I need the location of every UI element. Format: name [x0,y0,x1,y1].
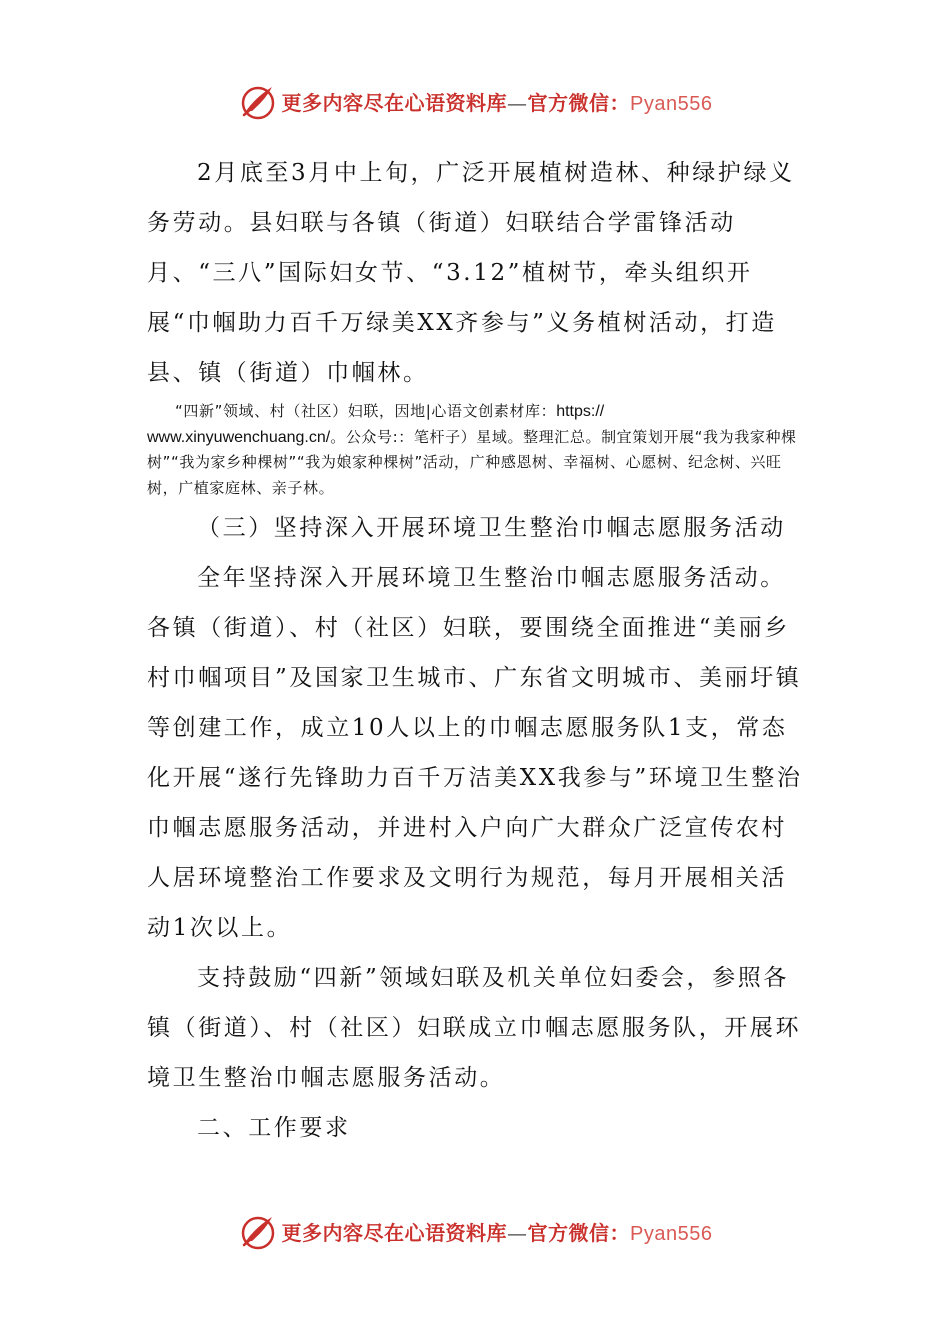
small-note-text-a: “四新”领域、村（社区）妇联，因地|心语文创素材库： [175,402,557,420]
paragraph-environment: 全年坚持深入开展环境卫生整治巾帼志愿服务活动。各镇（街道）、村（社区）妇联，要围绕全面推进“美丽乡村巾帼项目”及国家卫生城市、广东省文明城市、美丽圩镇等创建工作，成立10人以上的巾帼志愿服务队1支，常态化开展“遂行先锋助力百千万洁美XX我参与”环境卫生整治巾帼志愿服务活动，并进村入户向广大群众广泛宣传农村人居环境整治工作要求及文明行为规范，每月开展相关活动1次以上。 [147,565,803,941]
section-heading-2: 二、工作要求 [197,1115,351,1141]
footer-banner [0,1206,950,1256]
small-note-url-part1: https:// [556,403,605,420]
brand-text: 更多内容尽在心语资料库 [281,1220,508,1245]
quill-pen-logo-icon [238,1211,278,1251]
document-body [147,148,807,1153]
banner-dash: — [507,1220,528,1245]
small-note-url-part2: www.xinyuwenchuang.cn/ [147,428,331,446]
banner-text [282,87,713,116]
wechat-label: 官方微信： [527,90,631,115]
header-banner [0,76,950,126]
wechat-id: Pyan556 [630,92,713,115]
wechat-label: 官方微信： [527,1220,631,1245]
banner-text [282,1217,713,1246]
brand-text: 更多内容尽在心语资料库 [281,90,508,115]
quill-pen-logo-icon [238,81,278,121]
banner-dash: — [507,90,528,115]
section-heading-3: （三）坚持深入开展环境卫生整治巾帼志愿服务活动 [197,515,786,541]
small-note-text-b: 。公众号:：笔杆子）星域。整理汇总。制宜策划开展“我为我家种棵树”“我为家乡种棵树”“我为娘家种棵树”活动，广种感恩树、幸福树、心愿树、纪念树、兴旺树，广植家庭林、亲子林。 [147,427,797,497]
wechat-id: Pyan556 [630,1222,713,1245]
small-note-paragraph [147,399,807,501]
paragraph-tree-planting: 2月底至3月中上旬，广泛开展植树造林、种绿护绿义务劳动。县妇联与各镇（街道）妇联结合学雷锋活动月、“三八”国际妇女节、“3.12”植树节，牵头组织开展“巾帼助力百千万绿美XX齐参与”义务植树活动，打造县、镇（街道）巾帼林。 [147,160,795,386]
paragraph-support: 支持鼓励“四新”领域妇联及机关单位妇委会，参照各镇（街道）、村（社区）妇联成立巾帼志愿服务队，开展环境卫生整治巾帼志愿服务活动。 [147,965,802,1091]
